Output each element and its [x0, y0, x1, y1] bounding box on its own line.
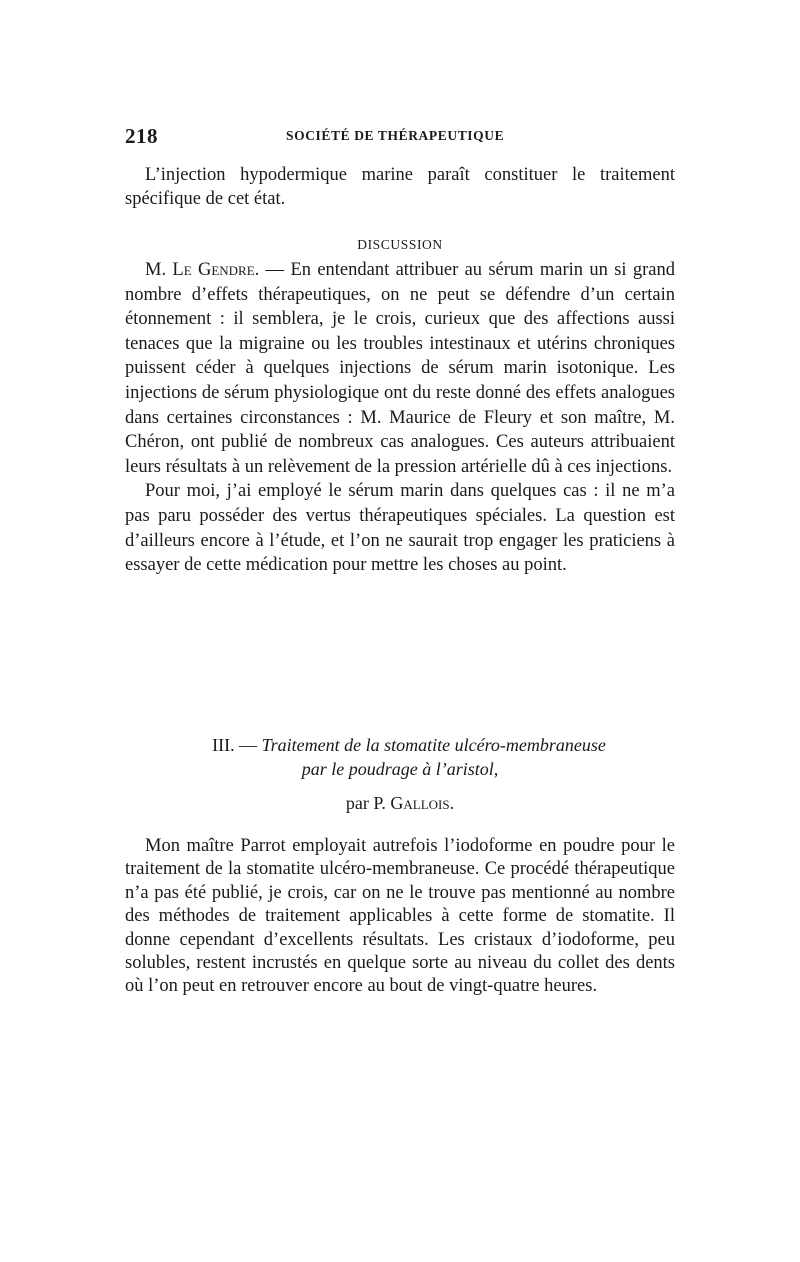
speaker-prefix: M. [145, 260, 173, 280]
author-prefix: par P. [345, 793, 391, 813]
discussion-paragraph-1-text: . — En entendant attribuer au sérum marin un si grand nombre d’effets thérapeutiques, on ne peut se défendre d’un certain étonnement : il semblera, je le crois, curieux que des affections aussi tenaces que la migraine ou les troubles intestinaux et utérins chroniques puissent céder à quelques injections de sérum marin isotonique. Les injections de sérum physiologique ont du reste donné des effets analogues dans certaines circonstances : M. Maurice de Fleury et son maître, M. Chéron, ont publié de nombreux cas analogues. Ces auteurs attribuaient leurs résultats à un relèvement de la pression artérielle dû à ces injections. [125, 260, 675, 477]
intro-paragraph: L’injection hypodermique marine paraît constituer le traitement spécifique de cet état. [125, 165, 675, 209]
article-title-text-2: par le poudrage à l’aristol, [301, 759, 499, 779]
page-number: 218 [125, 124, 158, 148]
article-number: III. — [212, 735, 262, 755]
running-head [125, 124, 675, 146]
author-name: Gallois [390, 793, 450, 813]
discussion-paragraph-1 [125, 258, 675, 479]
article-title [0, 733, 800, 781]
article-title-text-1: Traitement de la stomatite ulcéro-membraneuse [261, 735, 606, 755]
article-title-line-2 [0, 757, 800, 781]
article-body [125, 835, 675, 999]
article-paragraph: Mon maître Parrot employait autrefois l’iodoforme en poudre pour le traitement de la stomatite ulcéro-membraneuse. Ce procédé thérapeutique n’a pas été publié, je crois, car on ne le trouve pas mentionné au nombre des méthodes de traitement applicables à cette forme de stomatite. Il donne cependant d’excellents résultats. Les cristaux d’iodoforme, peu solubles, restent incrustés en quelque sorte au niveau du collet des dents où l’on peut en retrouver encore au bout de vingt-quatre heures. [125, 836, 675, 997]
author-suffix: . [449, 793, 455, 813]
journal-title: SOCIÉTÉ DE THÉRAPEUTIQUE [286, 128, 505, 143]
speaker-name: Le Gendre [172, 260, 255, 280]
article-title-line-1 [0, 733, 800, 757]
discussion-heading: DISCUSSION [357, 237, 443, 252]
discussion-paragraph-2: Pour moi, j’ai employé le sérum marin dans quelques cas : il ne m’a pas paru posséder des vertus thérapeutiques spéciales. La question est d’ailleurs encore à l’étude, et l’on ne saurait trop engager les praticiens à essayer de cette médication pour mettre les choses au point. [125, 481, 675, 576]
intro-section [125, 163, 675, 211]
discussion-section [125, 258, 675, 578]
article-author [0, 793, 800, 814]
